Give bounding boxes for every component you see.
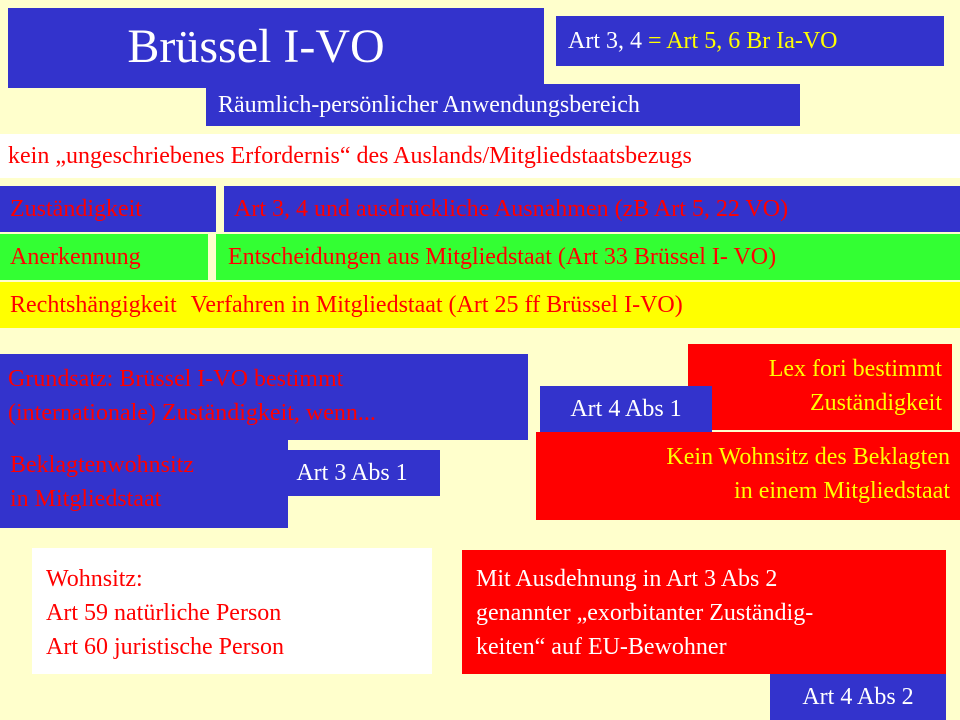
ausdehnung-line1: Mit Ausdehnung in Art 3 Abs 2 [476,566,778,592]
art4abs1-box [540,386,712,432]
row-zustaendigkeit-text: Art 3, 4 und ausdrückliche Ausnahmen (zB Art 5, 22 VO) [234,196,789,222]
kein-wohnsitz-box [536,432,960,520]
row-rechtshaengigkeit-box [0,282,960,328]
art3abs1-label: Art 3 Abs 1 [296,460,408,486]
grundsatz-line2: (internationale) Zuständigkeit, wenn... [8,400,376,426]
wohnsitz-box [32,548,432,674]
ausdehnung-line2: genannter „exorbitanter Zuständig- [476,600,814,626]
art4abs2-box [770,674,946,720]
subtitle-box [206,84,800,126]
note-white-box [0,134,960,178]
wohnsitz-line2: Art 59 natürliche Person [46,600,282,626]
header-note-box [556,16,944,66]
row-rechtshaengigkeit-label: Rechtshängigkeit [10,292,177,318]
wohnsitz-line1: Wohnsitz: [46,566,143,592]
kein-wohnsitz-line1: Kein Wohnsitz des Beklagten [666,444,950,470]
row-anerkennung-text: Entscheidungen aus Mitgliedstaat (Art 33 Brüssel I- VO) [228,244,777,270]
lexfori-line1: Lex fori bestimmt [768,356,942,382]
row-zustaendigkeit-label-box [0,186,216,232]
kein-wohnsitz-line2: in einem Mitgliedstaat [734,478,950,504]
row-anerkennung-text-box [216,234,960,280]
art3abs1-box [264,450,440,496]
row-rechtshaengigkeit-text: Verfahren in Mitgliedstaat (Art 25 ff Brüssel I-VO) [190,292,683,318]
ausdehnung-box [462,550,946,674]
art4abs1-label: Art 4 Abs 1 [570,396,682,422]
grundsatz-box [0,354,528,440]
lexfori-box [688,344,952,430]
row-zustaendigkeit-text-box [224,186,960,232]
ausdehnung-line3: keiten“ auf EU-Bewohner [476,634,727,660]
beklagtenwohnsitz-box [0,440,288,528]
subtitle: Räumlich-persönlicher Anwendungsbereich [218,92,640,118]
beklagtenwohnsitz-line2: in Mitgliedstaat [10,486,162,512]
header-note-part1: Art 3, 4 [568,28,648,54]
wohnsitz-line3: Art 60 juristische Person [46,634,284,660]
page-title: Brüssel I-VO [127,20,385,73]
row-anerkennung-label: Anerkennung [10,244,141,270]
lexfori-line2: Zuständigkeit [810,390,942,416]
row-zustaendigkeit-label: Zuständigkeit [10,196,142,222]
title-box [8,8,544,88]
grundsatz-line1: Grundsatz: Brüssel I-VO bestimmt [8,366,344,392]
header-note-part2: = Art 5, 6 Br Ia-VO [648,28,838,54]
row-anerkennung-label-box [0,234,208,280]
note-white: kein „ungeschriebenes Erfordernis“ des Auslands/Mitgliedstaatsbezugs [8,143,692,169]
beklagtenwohnsitz-line1: Beklagtenwohnsitz [10,452,194,478]
art4abs2-label: Art 4 Abs 2 [802,684,914,710]
